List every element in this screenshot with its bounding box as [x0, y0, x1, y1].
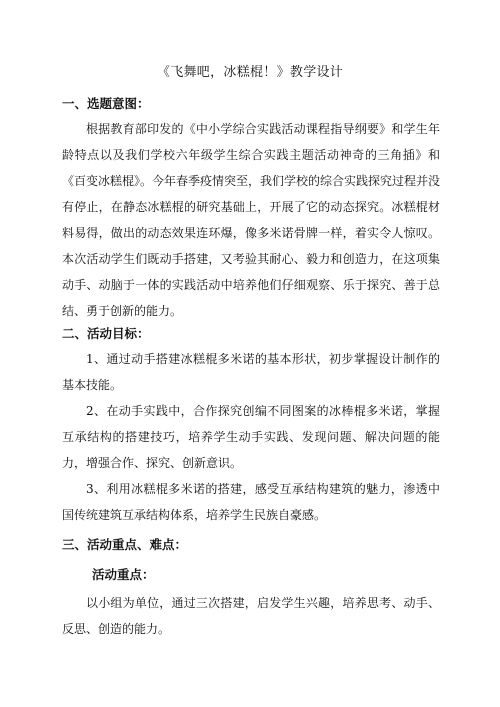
paragraph-intent: 根据教育部印发的《中小学综合实践活动课程指导纲要》和学生年龄特点以及我们学校六年级学生综合实践主题活动神奇的三角插》和《百变冰糕棍》。今年春季疫情突至，我们学校的综合实践探究过程并没有停止，在静态冰糕棍的研究基础上，开展了它的动态探究。冰糕棍材料易得，做出的动态效果连环爆，像多米诺骨牌一样，着实令人惊叹。本次活动学生们既动手搭建，又考验其耐心、毅力和创造力，在这项集动手、动脑于一体的实践活动中培养他们仔细观察、乐于探究、善于总结、勇于创新的能力。: [62, 122, 441, 318]
subheading-keypoints: 活动重点：: [92, 567, 155, 582]
section-heading-keypoints: 三、活动重点、难点：: [62, 537, 188, 552]
document-title: 《飞舞吧，冰糕棍！》教学设计: [156, 65, 344, 80]
goal-item-3: 3、利用冰糕棍多米诺的搭建，感受互承结构建筑的魅力，渗透中国传统建筑互承结构体系，培养学生民族自豪感。: [62, 482, 440, 522]
goal-item-2: 2、在动手实践中，合作探究创编不同图案的冰棒棍多米诺，掌握互承结构的搭建技巧，培养学生动手实践、发现问题、解决问题的能力，增强合作、探究、创新意识。: [62, 404, 440, 470]
section-heading-intent: 一、选题意图：: [62, 96, 150, 111]
section-heading-goals: 二、活动目标：: [62, 326, 150, 341]
paragraph-keypoints: 以小组为单位，通过三次搭建，启发学生兴趣，培养思考、动手、反思、创造的能力。: [62, 596, 440, 636]
goal-item-1: 1、通过动手搭建冰糕棍多米诺的基本形状，初步掌握设计制作的基本技能。: [62, 352, 440, 392]
